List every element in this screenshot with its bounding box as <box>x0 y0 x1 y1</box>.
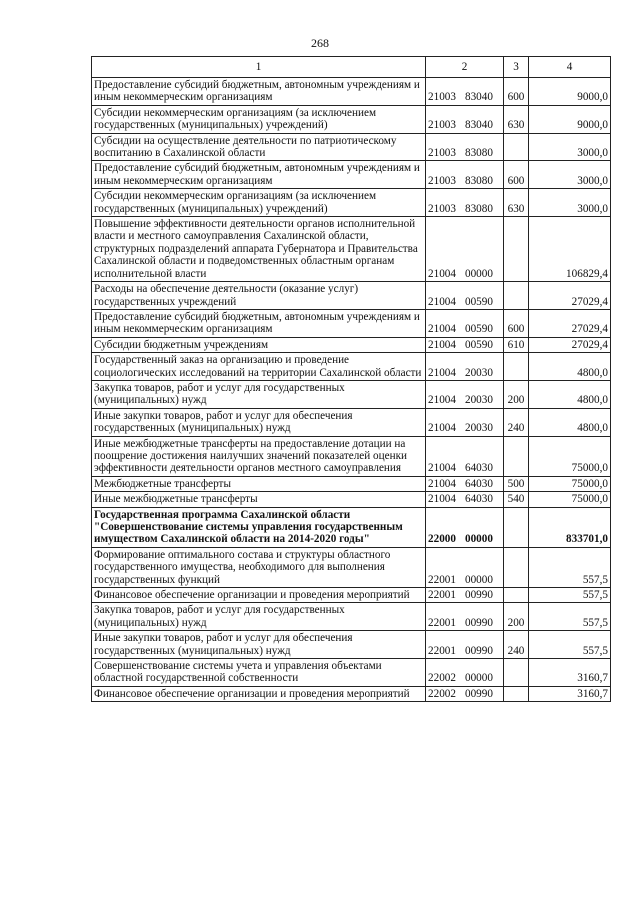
row-expense-type: 240 <box>504 408 529 436</box>
row-code-program: 22002 <box>428 672 456 685</box>
row-amount: 9000,0 <box>529 78 611 106</box>
row-code-direction: 00000 <box>464 533 493 546</box>
row-amount: 833701,0 <box>529 507 611 547</box>
table-row <box>92 133 611 161</box>
row-code-direction: 00590 <box>464 295 493 308</box>
row-code <box>426 309 504 337</box>
row-code-direction: 00990 <box>464 644 493 657</box>
row-code <box>426 353 504 381</box>
row-code <box>426 161 504 189</box>
row-amount: 3000,0 <box>529 189 611 217</box>
row-code <box>426 507 504 547</box>
table-row <box>92 217 611 282</box>
row-code <box>426 588 504 603</box>
table-row <box>92 603 611 631</box>
row-name: Совершенствование системы учета и управления объектами областной государственной собственности <box>92 659 426 687</box>
row-code <box>426 436 504 476</box>
row-expense-type: 600 <box>504 161 529 189</box>
row-code-program: 22001 <box>428 616 456 629</box>
row-expense-type: 240 <box>504 631 529 659</box>
row-code-program: 21003 <box>428 202 456 215</box>
row-name: Государственная программа Сахалинской области "Совершенствование системы управления государственным имуществом Сахалинской области на 2014-2020 годы" <box>92 507 426 547</box>
row-amount: 27029,4 <box>529 309 611 337</box>
row-expense-type: 200 <box>504 603 529 631</box>
table-row <box>92 337 611 352</box>
row-expense-type <box>504 547 529 587</box>
row-code-direction: 00990 <box>464 589 493 602</box>
row-name: Иные закупки товаров, работ и услуг для обеспечения государственных (муниципальных) нужд <box>92 408 426 436</box>
row-code-program: 21004 <box>428 462 456 475</box>
table-row <box>92 507 611 547</box>
table-row <box>92 309 611 337</box>
row-code-direction: 20030 <box>464 422 493 435</box>
row-code-program: 21004 <box>428 295 456 308</box>
row-amount: 4800,0 <box>529 408 611 436</box>
row-code-direction: 00000 <box>464 672 493 685</box>
row-code-direction: 00000 <box>464 267 493 280</box>
row-expense-type <box>504 588 529 603</box>
row-amount: 4800,0 <box>529 380 611 408</box>
row-code <box>426 492 504 507</box>
row-code <box>426 408 504 436</box>
page-number: 268 <box>311 36 329 50</box>
row-name: Закупка товаров, работ и услуг для государственных (муниципальных) нужд <box>92 603 426 631</box>
row-code-direction: 83040 <box>464 119 493 132</box>
row-code <box>426 603 504 631</box>
table-row <box>92 380 611 408</box>
table-row <box>92 78 611 106</box>
row-expense-type <box>504 507 529 547</box>
row-amount: 3160,7 <box>529 686 611 701</box>
row-code-program: 21004 <box>428 323 456 336</box>
row-code-direction: 00590 <box>464 323 493 336</box>
row-name: Межбюджетные трансферты <box>92 476 426 491</box>
row-amount: 3000,0 <box>529 133 611 161</box>
row-name: Иные межбюджетные трансферты на предоставление дотации на поощрение достижения наилучших значений показателей оценки эффективности деятельности органов местного самоуправления <box>92 436 426 476</box>
header-col-3: 3 <box>504 57 529 78</box>
row-code <box>426 189 504 217</box>
row-code-direction: 64030 <box>464 477 493 490</box>
row-code-program: 22001 <box>428 573 456 586</box>
row-expense-type <box>504 436 529 476</box>
row-amount: 4800,0 <box>529 353 611 381</box>
row-code-program: 21003 <box>428 119 456 132</box>
table-row <box>92 161 611 189</box>
row-code-program: 22001 <box>428 589 456 602</box>
table-row <box>92 686 611 701</box>
row-name: Субсидии бюджетным учреждениям <box>92 337 426 352</box>
row-expense-type <box>504 133 529 161</box>
header-col-4: 4 <box>529 57 611 78</box>
row-code-program: 21004 <box>428 366 456 379</box>
row-code-direction: 83040 <box>464 91 493 104</box>
row-name: Финансовое обеспечение организации и проведения мероприятий <box>92 588 426 603</box>
row-name: Иные закупки товаров, работ и услуг для обеспечения государственных (муниципальных) нужд <box>92 631 426 659</box>
row-code-direction: 64030 <box>464 493 493 506</box>
row-expense-type: 500 <box>504 476 529 491</box>
row-amount: 27029,4 <box>529 337 611 352</box>
row-code-program: 21004 <box>428 338 456 351</box>
row-expense-type: 610 <box>504 337 529 352</box>
row-code-direction: 00990 <box>464 687 493 700</box>
row-code-program: 21003 <box>428 174 456 187</box>
row-amount: 3000,0 <box>529 161 611 189</box>
row-name: Повышение эффективности деятельности органов исполнительной власти и местного самоуправления Сахалинской области, структурных подразделений аппарата Губернатора и Правительства Сахалинской области и подведомственных областным органам исполнительной власти <box>92 217 426 282</box>
row-name: Предоставление субсидий бюджетным, автономным учреждениям и иным некоммерческим организациям <box>92 78 426 106</box>
row-code-direction: 00990 <box>464 616 493 629</box>
row-code-direction: 00000 <box>464 573 493 586</box>
table-row <box>92 353 611 381</box>
row-code-direction: 83080 <box>464 202 493 215</box>
row-amount: 106829,4 <box>529 217 611 282</box>
table-header-row <box>92 57 611 78</box>
row-code-program: 21003 <box>428 147 456 160</box>
row-code <box>426 380 504 408</box>
table-row <box>92 547 611 587</box>
row-code-program: 21004 <box>428 493 456 506</box>
header-col-1: 1 <box>92 57 426 78</box>
row-expense-type: 200 <box>504 380 529 408</box>
row-name: Субсидии некоммерческим организациям (за исключением государственных (муниципальных) учреждений) <box>92 189 426 217</box>
row-code-direction: 00590 <box>464 338 493 351</box>
row-amount: 557,5 <box>529 631 611 659</box>
row-name: Субсидии некоммерческим организациям (за исключением государственных (муниципальных) учреждений) <box>92 105 426 133</box>
row-code <box>426 659 504 687</box>
row-code <box>426 105 504 133</box>
row-code <box>426 78 504 106</box>
row-expense-type <box>504 353 529 381</box>
row-code-program: 22001 <box>428 644 456 657</box>
table-row <box>92 189 611 217</box>
table-row <box>92 492 611 507</box>
row-name: Расходы на обеспечение деятельности (оказание услуг) государственных учреждений <box>92 282 426 310</box>
row-code-direction: 20030 <box>464 394 493 407</box>
row-code-direction: 64030 <box>464 462 493 475</box>
row-code <box>426 631 504 659</box>
table-row <box>92 588 611 603</box>
row-expense-type: 630 <box>504 105 529 133</box>
row-name: Субсидии на осуществление деятельности по патриотическому воспитанию в Сахалинской области <box>92 133 426 161</box>
row-code-direction: 20030 <box>464 366 493 379</box>
row-code <box>426 337 504 352</box>
table-row <box>92 408 611 436</box>
row-code <box>426 217 504 282</box>
row-code-program: 21003 <box>428 91 456 104</box>
row-amount: 75000,0 <box>529 492 611 507</box>
row-code-program: 21004 <box>428 477 456 490</box>
row-name: Государственный заказ на организацию и проведение социологических исследований на территории Сахалинской области <box>92 353 426 381</box>
row-amount: 557,5 <box>529 603 611 631</box>
row-name: Предоставление субсидий бюджетным, автономным учреждениям и иным некоммерческим организациям <box>92 309 426 337</box>
table-row <box>92 436 611 476</box>
table-row <box>92 659 611 687</box>
row-expense-type: 540 <box>504 492 529 507</box>
budget-table-body <box>92 57 611 702</box>
row-code <box>426 547 504 587</box>
row-code-program: 21004 <box>428 267 456 280</box>
row-expense-type <box>504 282 529 310</box>
row-expense-type <box>504 659 529 687</box>
row-name: Иные межбюджетные трансферты <box>92 492 426 507</box>
row-expense-type <box>504 686 529 701</box>
row-expense-type: 600 <box>504 78 529 106</box>
row-amount: 3160,7 <box>529 659 611 687</box>
row-name: Формирование оптимального состава и структуры областного государственного имущества, необходимого для выполнения государственных функций <box>92 547 426 587</box>
row-expense-type: 630 <box>504 189 529 217</box>
row-amount: 75000,0 <box>529 436 611 476</box>
row-code <box>426 686 504 701</box>
table-row <box>92 105 611 133</box>
row-code <box>426 476 504 491</box>
row-name: Предоставление субсидий бюджетным, автономным учреждениям и иным некоммерческим организациям <box>92 161 426 189</box>
row-expense-type: 600 <box>504 309 529 337</box>
row-code <box>426 282 504 310</box>
budget-table <box>91 56 611 702</box>
row-code <box>426 133 504 161</box>
row-amount: 557,5 <box>529 547 611 587</box>
row-amount: 75000,0 <box>529 476 611 491</box>
row-code-direction: 83080 <box>464 174 493 187</box>
row-code-program: 21004 <box>428 394 456 407</box>
table-row <box>92 631 611 659</box>
row-code-program: 21004 <box>428 422 456 435</box>
table-row <box>92 476 611 491</box>
row-name: Закупка товаров, работ и услуг для государственных (муниципальных) нужд <box>92 380 426 408</box>
row-code-direction: 83080 <box>464 147 493 160</box>
row-name: Финансовое обеспечение организации и проведения мероприятий <box>92 686 426 701</box>
row-amount: 27029,4 <box>529 282 611 310</box>
row-code-program: 22000 <box>428 533 456 546</box>
row-amount: 9000,0 <box>529 105 611 133</box>
row-amount: 557,5 <box>529 588 611 603</box>
table-row <box>92 282 611 310</box>
header-col-2: 2 <box>426 57 504 78</box>
row-code-program: 22002 <box>428 687 456 700</box>
row-expense-type <box>504 217 529 282</box>
